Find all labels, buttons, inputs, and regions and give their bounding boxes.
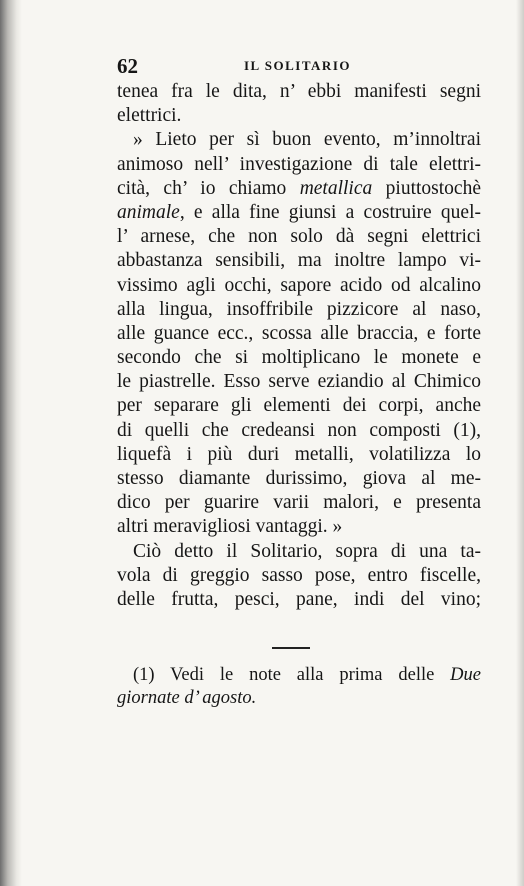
text-line [117, 298, 481, 322]
page-edge [516, 0, 524, 886]
binding-gutter-shadow [0, 0, 22, 886]
italic-run: Due [450, 665, 481, 685]
running-head: IL SOLITARIO [244, 58, 351, 73]
text-run: le piastrelle. Esso serve eziandio al Chimico [117, 371, 481, 393]
text-run: vissimo agli occhi, sapore acido od alcalino [117, 274, 481, 296]
text-line [117, 564, 481, 588]
text-line [117, 346, 481, 370]
footnote-line [117, 664, 481, 687]
text-line [117, 467, 481, 491]
text-run: di quelli che credeansi non composti (1), [117, 419, 481, 441]
text-line [117, 491, 481, 515]
text-run: , e alla fine giunsi a costruire quel- [179, 201, 481, 223]
text-line [117, 515, 481, 539]
text-run: alle guance ecc., scossa alle braccia, e forte [117, 322, 481, 344]
body-text [117, 80, 481, 612]
text-run: (1) Vedi le note alla prima delle [133, 665, 451, 685]
text-run: stesso diamante durissimo, giova al me- [117, 468, 481, 489]
text-run: alla lingua, insoffribile pizzicore al naso, [117, 298, 481, 320]
text-line [117, 419, 481, 443]
page-header [117, 54, 481, 78]
text-run: animoso nell’ investigazione di tale elettri- [117, 153, 481, 175]
footnote-line [117, 687, 481, 710]
text-line [117, 588, 481, 612]
italic-run: metallica [299, 177, 373, 199]
text-run: piuttostochè [372, 177, 481, 199]
text-line [117, 104, 481, 128]
text-run: cità, ch’ io chiamo [117, 177, 300, 199]
text-line [117, 128, 481, 152]
text-run: altri meravigliosi vantaggi. » [117, 516, 343, 538]
text-run: elettrici. [117, 105, 182, 127]
text-run: delle frutta, pesci, pane, indi del vino; [117, 588, 481, 610]
text-line [117, 249, 481, 273]
text-run: vola di greggio sasso pose, entro fiscelle, [117, 564, 481, 586]
text-run: Ciò detto il Solitario, sopra di una ta- [133, 540, 481, 562]
text-run: l’ arnese, che non solo dà segni elettrici [117, 226, 481, 248]
page-number: 62 [117, 54, 138, 78]
text-line [117, 540, 481, 564]
text-run: abbastanza sensibili, ma inoltre lampo vi- [117, 250, 481, 272]
footnote [117, 664, 481, 710]
text-line [117, 80, 481, 104]
text-line [117, 322, 481, 346]
footnote-separator [272, 647, 310, 649]
text-run: per separare gli elementi dei corpi, anche [117, 395, 481, 417]
text-run: liquefà i più duri metalli, volatilizza lo [117, 443, 481, 465]
text-line [117, 225, 481, 249]
text-line [117, 443, 481, 467]
text-line [117, 370, 481, 394]
text-line [117, 274, 481, 298]
italic-run: animale [117, 201, 180, 223]
text-run: tenea fra le dita, n’ ebbi manifesti segni [117, 81, 481, 102]
text-line [117, 177, 481, 201]
text-run: dico per guarire varii malori, e presenta [117, 492, 481, 514]
text-line [117, 394, 481, 418]
text-line [117, 153, 481, 177]
text-run: » Lieto per sì buon evento, m’innoltrai [133, 129, 481, 151]
italic-run: giornate d’ agosto. [117, 688, 257, 708]
text-line [117, 201, 481, 225]
text-run: secondo che si moltiplicano le monete e [117, 347, 481, 369]
